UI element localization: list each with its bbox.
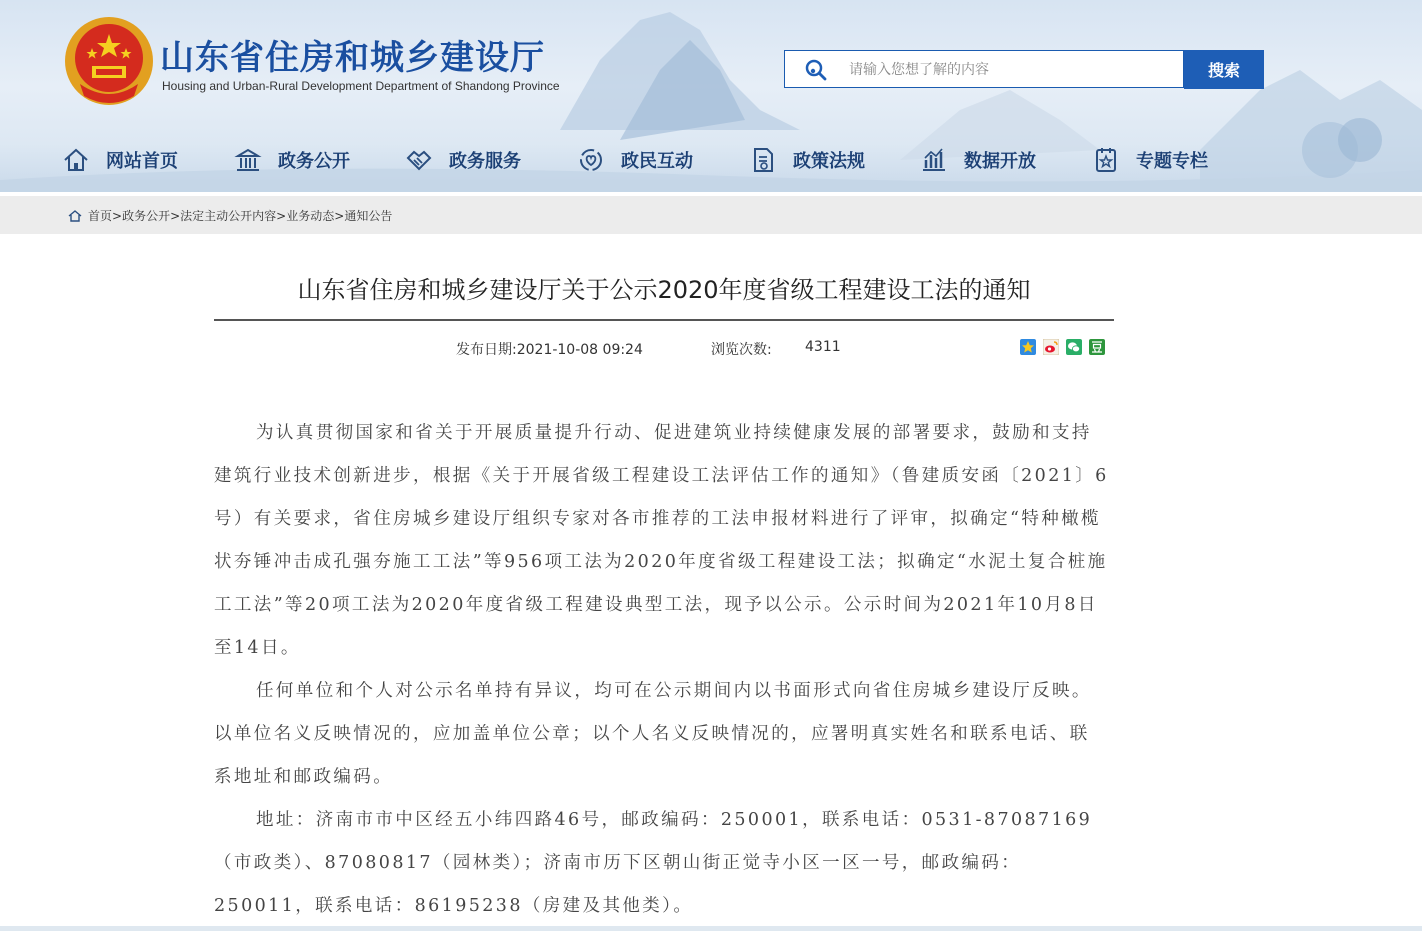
document-icon [749, 146, 777, 174]
search-button[interactable]: 搜索 [1184, 50, 1264, 89]
douban-icon[interactable] [1089, 339, 1105, 355]
bottom-border [0, 926, 1422, 931]
article-body [214, 412, 1109, 928]
chart-icon [920, 146, 948, 174]
breadcrumb-bar [0, 196, 1422, 234]
building-icon [234, 146, 262, 174]
bookmark-icon [1092, 146, 1120, 174]
weibo-icon[interactable] [1043, 339, 1059, 355]
nav-label: 网站首页 [106, 151, 178, 172]
breadcrumb-item-business-news[interactable]: 业务动态 [286, 209, 335, 223]
site-subtitle-english: Housing and Urban-Rural Development Department of Shandong Province [162, 79, 560, 93]
publish-date-label: 发布日期: [456, 342, 517, 358]
title-divider [214, 319, 1114, 321]
view-count [711, 339, 772, 359]
wechat-icon[interactable] [1066, 339, 1082, 355]
nav-label: 政策法规 [793, 151, 865, 172]
breadcrumb-separator: > [276, 208, 287, 223]
breadcrumb-item-statutory-disclosure[interactable]: 法定主动公开内容 [180, 209, 277, 223]
view-count-label: 浏览次数: [711, 342, 772, 358]
handshake-icon [405, 146, 433, 174]
view-count-value: 4311 [805, 339, 841, 355]
breadcrumb-separator: > [334, 208, 345, 223]
publish-date-value: 2021-10-08 09:24 [516, 342, 643, 358]
home-icon [62, 146, 90, 174]
nav-item-interaction[interactable] [577, 140, 693, 180]
share-toolbar [1020, 339, 1105, 355]
home-icon [68, 210, 82, 222]
publish-date [456, 339, 643, 359]
breadcrumb-item-notices[interactable]: 通知公告 [344, 209, 393, 223]
site-title: 山东省住房和城乡建设厅 [160, 38, 545, 78]
main-nav [62, 140, 1262, 180]
nav-item-open-data[interactable] [920, 140, 1036, 180]
search-box [784, 50, 1184, 88]
nav-item-special-topics[interactable] [1092, 140, 1208, 180]
breadcrumb [68, 207, 392, 224]
breadcrumb-separator: > [170, 208, 181, 223]
nav-item-home[interactable] [62, 140, 178, 180]
nav-label: 政民互动 [621, 151, 693, 172]
breadcrumb-separator: > [112, 208, 123, 223]
nav-label: 专题专栏 [1136, 151, 1208, 172]
breadcrumb-item-home[interactable]: 首页 [88, 209, 113, 223]
article-title: 山东省住房和城乡建设厅关于公示2020年度省级工程建设工法的通知 [297, 276, 1031, 304]
nav-item-government-affairs[interactable] [234, 140, 350, 180]
view-count-value-wrap [805, 339, 841, 355]
article-paragraph: 地址：济南市市中区经五小纬四路46号，邮政编码：250001，联系电话：0531-87087169（市政类）、87080817（园林类）；济南市历下区朝山街正觉寺小区一区一号，邮政编码：250011，联系电话：86195238（房建及其他类）。 [214, 810, 1093, 916]
search-input[interactable] [847, 51, 1171, 89]
site-header [0, 0, 1422, 192]
nav-label: 数据开放 [964, 151, 1036, 172]
nav-label: 政务公开 [278, 151, 350, 172]
search-icon[interactable] [805, 59, 827, 81]
nav-label: 政务服务 [449, 151, 521, 172]
nav-item-policies[interactable] [749, 140, 865, 180]
nav-item-government-services[interactable] [405, 140, 521, 180]
breadcrumb-item-government-affairs[interactable]: 政务公开 [122, 209, 171, 223]
qzone-icon[interactable] [1020, 339, 1036, 355]
article-paragraph: 为认真贯彻国家和省关于开展质量提升行动、促进建筑业持续健康发展的部署要求，鼓励和支持建筑行业技术创新进步，根据《关于开展省级工程建设工法评估工作的通知》（鲁建质安函〔2021〕6号）有关要求，省住房城乡建设厅组织专家对各市推荐的工法申报材料进行了评审，拟确定“特种橄榄状夯锤冲击成孔强夯施工工法”等956项工法为2020年度省级工程建设工法；拟确定“水泥土复合桩施工工法”等20项工法为2020年度省级工程建设典型工法，现予以公示。公示时间为2021年10月8日至14日。 [214, 423, 1109, 658]
article-paragraph: 任何单位和个人对公示名单持有异议，均可在公示期间内以书面形式向省住房城乡建设厅反映。以单位名义反映情况的，应加盖单位公章；以个人名义反映情况的，应署明真实姓名和联系电话、联系地址和邮政编码。 [214, 681, 1092, 787]
national-emblem-logo [62, 14, 156, 108]
interaction-icon [577, 146, 605, 174]
